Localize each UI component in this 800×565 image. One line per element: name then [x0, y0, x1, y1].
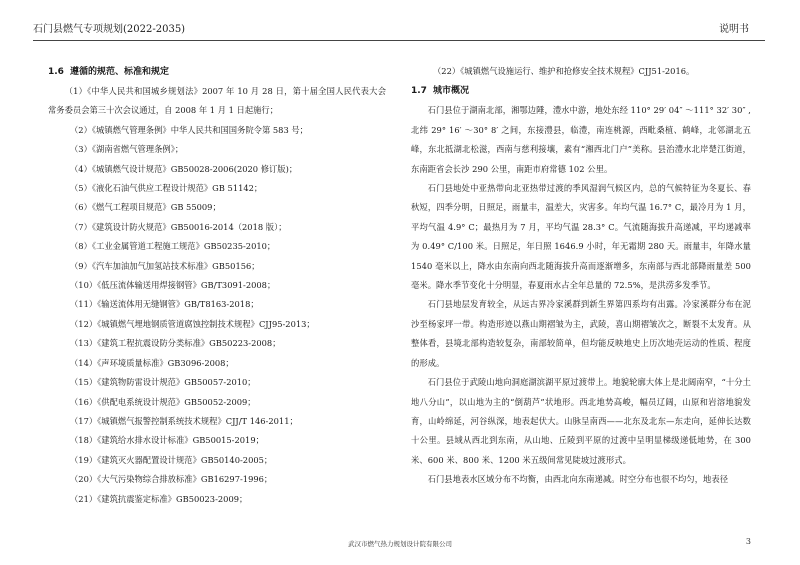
landform-paragraph: 石门县位于武陵山地向洞庭湖滨湖平原过渡带上。地貌轮廓大体上是北阔南窄，“十分土地八分山”，以山地为主的“倒葫芦”状地形。西北地势高峻，幅员辽阔，山原和岩溶地貌发育，山岭绵延，河谷纵深，地表起伏大。山脉呈南西——北东及北东—东走向，延伸长达数十公里。县域从西北到东南，从山地、丘陵到平原的过渡中呈明显梯级递低地势，在 300 米、600 米、800 米、1200 米五级间常见陡坡过渡形式。 — [411, 377, 751, 465]
regulation-item: （1）《中华人民共和国城乡规划法》2007 年 10 月 28 日，第十届全国人民代表大会常务委员会第三十次会议通过，自 2008 年 1 月 1 日起施行； — [48, 86, 386, 116]
regulation-item: （16）《供配电系统设计规范》GB50052-2009； — [70, 396, 256, 407]
regulation-item: （6）《燃气工程项目规范》GB 55009； — [70, 202, 221, 213]
section-number: 1.6 — [48, 67, 64, 77]
section-title: 城市概况 — [432, 86, 469, 97]
regulation-item: （15）《建筑物防雷设计规范》GB50057-2010； — [70, 377, 256, 388]
regulation-item: （22）《城镇燃气设施运行、维护和抢修安全技术规程》CJJ51-2016。 — [433, 66, 695, 76]
regulation-list-continued — [411, 62, 751, 81]
climate-paragraph: 石门县地处中亚热带向北亚热带过渡的季风湿润气候区内，总的气候特征为冬夏长、春秋短，四季分明，日照足，雨量丰，温差大，灾害多。年均气温 16.7° C，最冷月为 1 月，平均气温 4.9° C；最热月为 7 月，平均气温 28.3° C。气流随海拔升高递减，平均递减率为 0.49° C/100 米。日照足，年日照 1646.9 小时，年无霜期 280 天。雨量丰，年降水量 1540 毫米以上，降水由东南向西北随海拔升高而逐渐增多，东南部与西北部降雨量差 500 毫米。降水季节变化十分明显，春夏雨水占全年总量的 72.5%，是洪涝多发季节。 — [411, 183, 751, 291]
section-heading-1-6 — [48, 62, 386, 82]
section-number: 1.7 — [411, 86, 427, 97]
regulation-item: （7）《建筑设计防火规范》GB50016-2014（2018 版）； — [70, 221, 287, 232]
regulation-item: （3）《湖南省燃气管理条例》； — [70, 144, 184, 155]
regulation-item: （10）《低压流体输送用焊接钢管》GB/T3091-2008； — [70, 280, 276, 291]
regulation-item: （5）《液化石油气供应工程设计规范》GB 51142； — [70, 183, 263, 194]
regulation-item: （2）《城镇燃气管理条例》中华人民共和国国务院令第 583 号； — [70, 124, 308, 135]
left-column — [48, 62, 386, 509]
regulation-item: （13）《建筑工程抗震设防分类标准》GB50223-2008； — [70, 338, 281, 349]
regulation-item: （9）《汽车加油加气加氢站技术标准》GB50156； — [70, 260, 260, 271]
page-number: 3 — [745, 537, 751, 546]
regulation-item: （11）《输送流体用无缝钢管》GB/T8163-2018； — [70, 299, 259, 310]
regulation-item: （14）《声环境质量标准》GB3096-2008； — [70, 357, 234, 368]
header-divider — [33, 40, 765, 41]
regulation-item: （8）《工业金属管道工程施工规范》GB50235-2010； — [70, 241, 276, 252]
regulation-item: （19）《建筑灭火器配置设计规范》GB50140-2005； — [70, 454, 273, 465]
hydrology-paragraph: 石门县地表水区域分布不均衡，由西北向东南递减。时空分布也很不均匀，地表径 — [427, 474, 729, 485]
right-column — [411, 62, 751, 490]
page-header — [33, 22, 765, 38]
regulation-item: （17）《城镇燃气报警控制系统技术规程》CJJ/T 146-2011； — [70, 415, 298, 426]
regulation-item: （18）《建筑给水排水设计标准》GB50015-2019； — [70, 435, 264, 446]
document-type-label: 说明书 — [719, 24, 749, 35]
regulation-item: （4）《城镇燃气设计规范》GB50028-2006(2020 修订版)； — [70, 163, 298, 174]
section-heading-1-7 — [411, 81, 751, 101]
regulation-item: （12）《城镇燃气埋地钢质管道腐蚀控制技术规程》CJJ95-2013； — [70, 318, 315, 329]
section-title: 遵循的规范、标准和规定 — [69, 67, 169, 77]
geology-paragraph: 石门县地层发育较全，从远古界冷家溪群到新生界第四系均有出露。冷家溪群分布在泥沙至杨家坪一带。构造形迹以燕山期褶皱为主，武陵，喜山期褶皱次之，断裂不太发育。从整体看，县境北部构造较复杂，南部较简单，但均能反映地史上历次地壳运动的性质、程度的形成。 — [411, 299, 751, 368]
regulation-list — [48, 121, 386, 509]
regulation-item: （21）《建筑抗震鉴定标准》GB50023-2009； — [70, 493, 248, 504]
document-title: 石门县燃气专项规划(2022-2035) — [33, 24, 186, 35]
regulation-item: （20）《大气污染物综合排放标准》GB16297-1996； — [70, 474, 273, 485]
footer-company: 武汉市燃气热力规划设计院有限公司 — [348, 540, 452, 548]
location-paragraph: 石门县位于湖南北部，湘鄂边陲，澧水中游，地处东经 110° 29′ 04″ ～111° 32′ 30″ ,北纬 29° 16′ ～30° 8′ 之间，东接澧县，临澧，南连桃源，西毗桑植、鹤峰，北邻湖北五峰，东北抵湖北松滋，西南与慈利接壤，素有“湘西北门户”美称。县治澧水北岸楚江街道，东南距省会长沙 290 公里，南距市府常德 102 公里。 — [411, 105, 751, 174]
